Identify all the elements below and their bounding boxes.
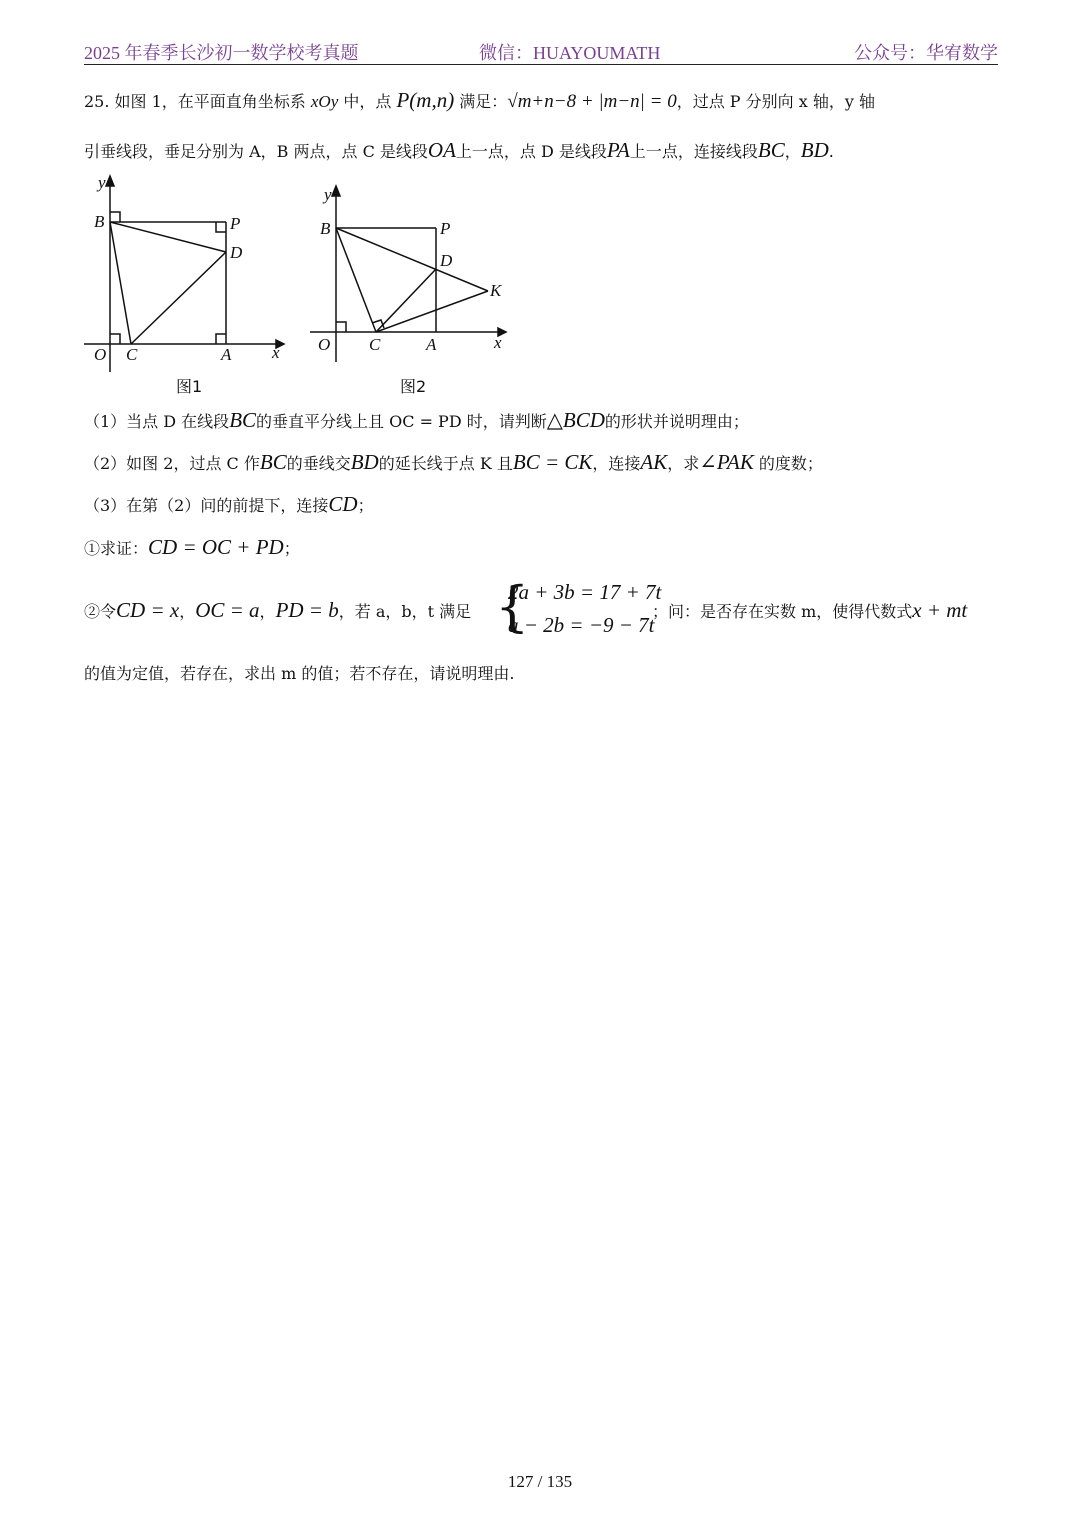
segment-CK xyxy=(376,291,488,332)
segment-BK xyxy=(336,228,488,291)
segment-CD xyxy=(131,252,226,344)
equation-1: 2a + 3b = 17 + 7t xyxy=(508,580,662,604)
segment-BC xyxy=(110,222,131,344)
segment-BD xyxy=(110,222,226,252)
figure-1-caption: 图1 xyxy=(176,377,203,396)
label-C: C xyxy=(369,335,381,354)
label-P: P xyxy=(230,214,241,233)
y-axis-arrow xyxy=(106,176,114,186)
right-angle-P xyxy=(216,222,226,232)
label-O: O xyxy=(318,335,331,354)
figure-2-caption: 图2 xyxy=(400,377,427,396)
label-C: C xyxy=(126,345,138,364)
label-x: x xyxy=(272,343,280,362)
label-x: x xyxy=(494,333,502,352)
question-1: （1）当点 D 在线段BC的垂直平分线上且 OC = PD 时，请判断△BCD的形状并说明理由； xyxy=(84,408,749,432)
label-y: y xyxy=(98,173,106,192)
equation-system-brace: { xyxy=(495,575,530,638)
label-D: D xyxy=(230,243,243,262)
label-P: P xyxy=(440,219,451,238)
label-A: A xyxy=(426,335,437,354)
equation-2: a − 2b = −9 − 7t xyxy=(508,613,655,637)
label-A: A xyxy=(221,345,232,364)
figure-1 xyxy=(84,172,294,372)
right-angle-A xyxy=(216,334,226,344)
page-header xyxy=(84,34,998,65)
header-account: 公众号：华宥数学 xyxy=(854,43,998,63)
question-3-part-2-tail: ；问：是否存在实数 m，使得代数式x + mt xyxy=(652,598,968,622)
label-y: y xyxy=(324,185,332,204)
right-angle-O xyxy=(336,322,346,332)
figure-2 xyxy=(310,180,520,372)
problem-line-1: 25. 如图 1，在平面直角坐标系 xOy 中，点 P(m,n) 满足：√m+n−8 + |m−n| = 0，过点 P 分别向 x 轴，y 轴 xyxy=(84,88,875,112)
question-3-part-2-end: 的值为定值，若存在，求出 m 的值；若不存在，请说明理由. xyxy=(84,664,515,683)
header-title: 2025 年春季长沙初一数学校考真题 xyxy=(84,43,359,63)
label-B: B xyxy=(320,219,331,238)
segment-CD xyxy=(376,269,436,332)
segment-BC xyxy=(336,228,376,332)
problem-line-2: 引垂线段，垂足分别为 A，B 两点，点 C 是线段OA上一点，点 D 是线段PA上一点，连接线段BC，BD. xyxy=(84,138,834,162)
y-axis-arrow xyxy=(332,186,340,196)
figure-1-diagram xyxy=(84,172,294,372)
figure-2-diagram xyxy=(310,180,520,372)
question-3-part-2: ②令CD = x，OC = a，PD = b，若 a，b，t 满足 xyxy=(84,598,472,622)
label-D: D xyxy=(440,251,453,270)
header-wechat: 微信：HUAYOUMATH xyxy=(479,43,661,63)
right-angle-B xyxy=(110,212,120,222)
question-3: （3）在第（2）问的前提下，连接CD； xyxy=(84,492,374,516)
label-O: O xyxy=(94,345,107,364)
question-3-part-1: ①求证：CD = OC + PD； xyxy=(84,535,300,559)
condition-expression: √m+n−8 + |m−n| = 0 xyxy=(507,91,677,112)
label-K: K xyxy=(490,281,502,300)
page-number: 127 / 135 xyxy=(507,1472,573,1491)
label-B: B xyxy=(94,212,105,231)
question-2: （2）如图 2，过点 C 作BC的垂线交BD的延长线于点 K 且BC = CK，连接AK，求∠PAK 的度数； xyxy=(84,450,823,474)
right-angle-O xyxy=(110,334,120,344)
